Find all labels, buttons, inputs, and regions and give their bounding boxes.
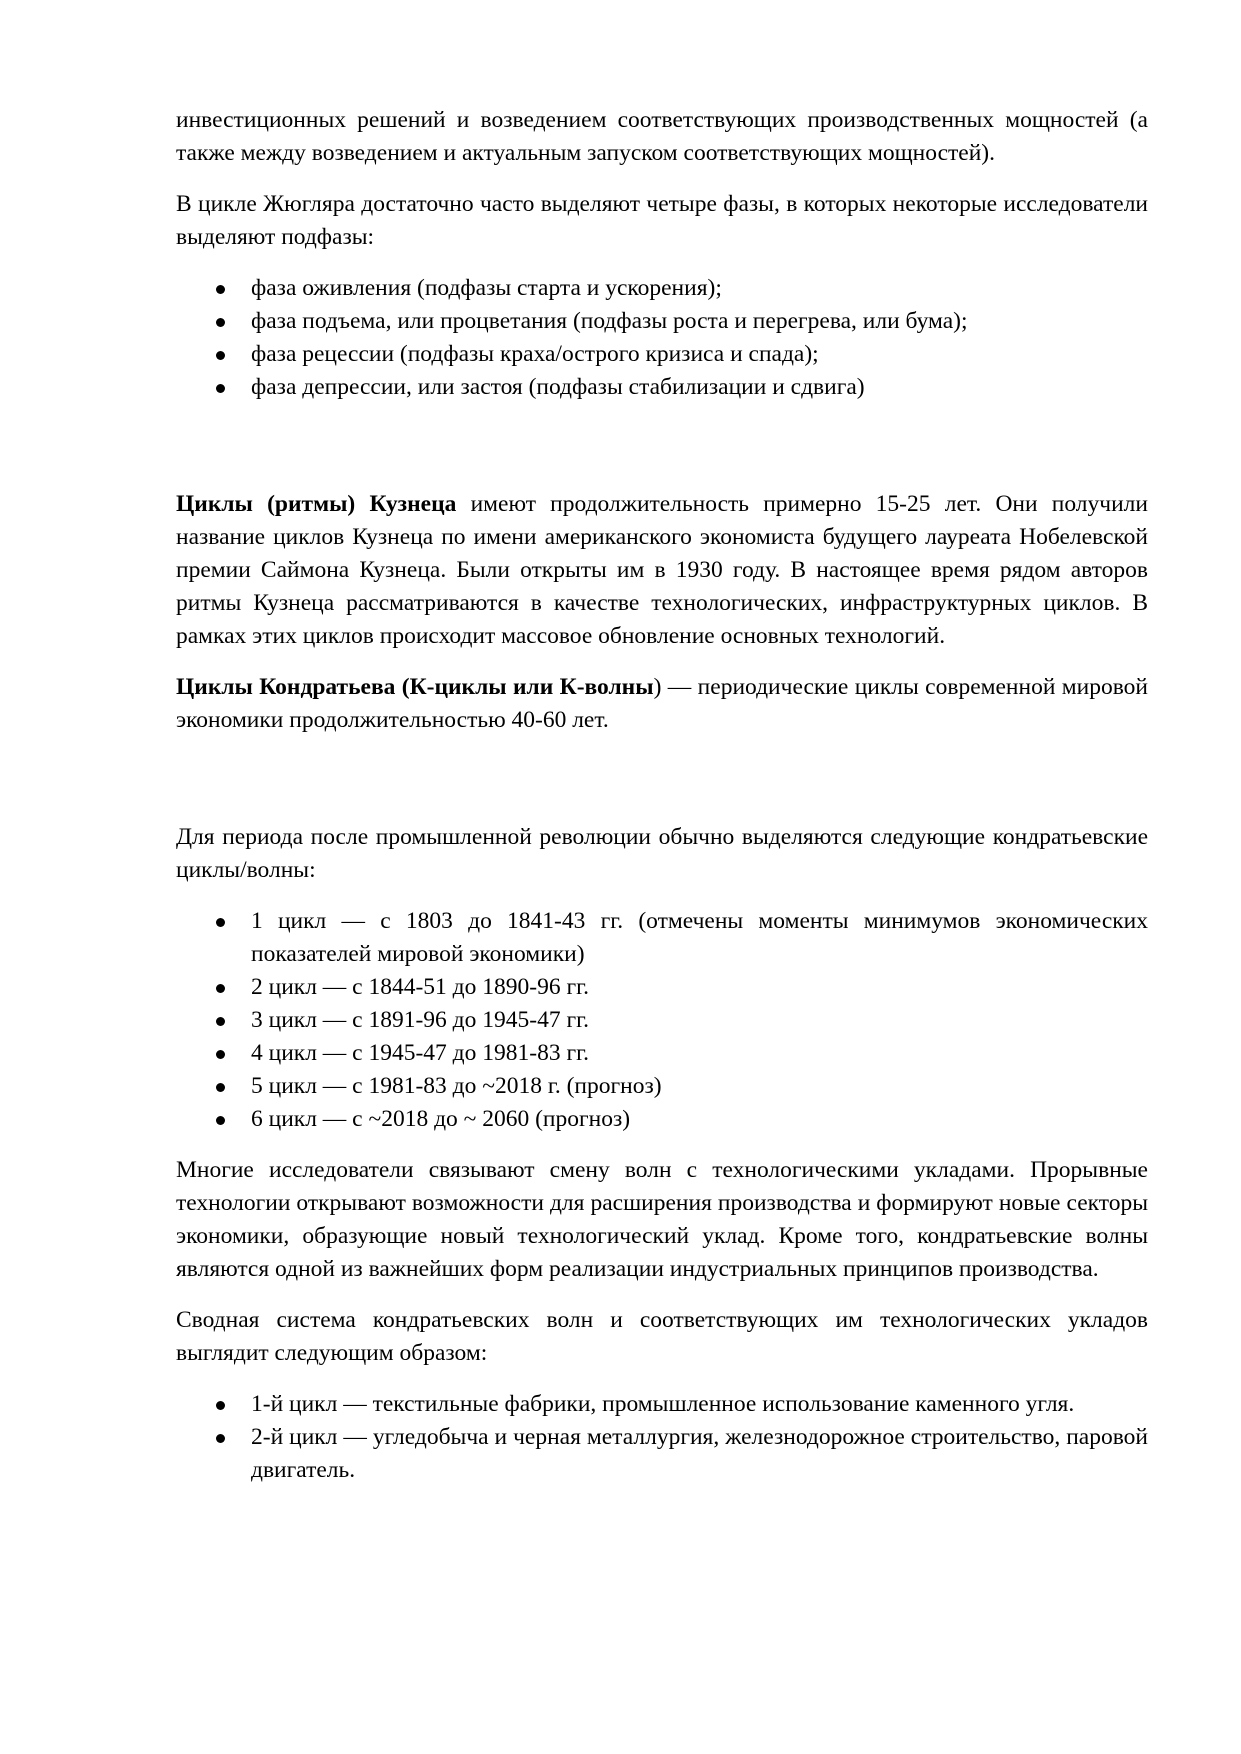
list-item-text: фаза депрессии, или застоя (подфазы стабилизации и сдвига) — [251, 374, 865, 400]
paragraph-investment: инвестиционных решений и возведением соответствующих производственных мощностей (а также между возведением и актуальным запуском соответствующих мощностей). — [176, 107, 1148, 166]
juglar-phase-list — [176, 272, 1148, 404]
paragraph-summary-intro: Сводная система кондратьевских волн и соответствующих им технологических укладов выглядит следующим образом: — [176, 1307, 1148, 1366]
list-item — [176, 272, 1148, 305]
list-item-text: фаза оживления (подфазы старта и ускорения); — [251, 275, 722, 301]
bullet-icon — [216, 984, 225, 993]
paragraph-kuznets — [176, 488, 1148, 653]
document-page — [176, 104, 1148, 1505]
bullet-icon — [216, 1017, 225, 1026]
bullet-icon — [216, 1050, 225, 1059]
list-item — [176, 338, 1148, 371]
kondratiev-cycle-list — [176, 905, 1148, 1136]
bullet-icon — [216, 918, 225, 927]
kuznets-term: Циклы (ритмы) Кузнеца — [176, 491, 457, 517]
bullet-icon — [216, 384, 225, 393]
list-item-text: 2 цикл — с 1844-51 до 1890-96 гг. — [251, 974, 589, 1000]
list-item-text: 3 цикл — с 1891-96 до 1945-47 гг. — [251, 1007, 589, 1033]
list-item-text: 2-й цикл — угледобыча и черная металлургия, железнодорожное строительство, паровой двигатель. — [251, 1424, 1148, 1483]
bullet-icon — [216, 318, 225, 327]
list-item-text: 1 цикл — с 1803 до 1841-43 гг. (отмечены моменты минимумов экономических показателей мировой экономики) — [251, 908, 1148, 967]
kondratiev-text: ) — периодические циклы современной мировой экономики продолжительностью 40-60 лет. — [176, 674, 1149, 733]
blank-space — [176, 422, 1148, 488]
list-item-text: 1-й цикл — текстильные фабрики, промышленное использование каменного угля. — [251, 1391, 1075, 1417]
paragraph-kondratiev — [176, 671, 1148, 737]
bullet-icon — [216, 351, 225, 360]
list-item-text: фаза подъема, или процветания (подфазы роста и перегрева, или бума); — [251, 308, 968, 334]
list-item — [176, 1004, 1148, 1037]
list-item — [176, 1103, 1148, 1136]
list-item-text: 6 цикл — с ~2018 до ~ 2060 (прогноз) — [251, 1106, 631, 1132]
list-item — [176, 305, 1148, 338]
list-item — [176, 1388, 1148, 1421]
list-item — [176, 971, 1148, 1004]
tech-structure-list — [176, 1388, 1148, 1487]
kondratiev-term: Циклы Кондратьева (К-циклы или К-волны — [176, 674, 654, 700]
list-item — [176, 1421, 1148, 1487]
list-item — [176, 1070, 1148, 1103]
list-item — [176, 905, 1148, 971]
kuznets-text: имеют продолжительность примерно 15-25 лет. Они получили название циклов Кузнеца по имени американского экономиста будущего лауреата Нобелевской премии Саймона Кузнеца. Были открыты им в 1930 году. В настоящее время рядом авторов ритмы Кузнеца рассматриваются в качестве технологических, инфраструктурных циклов. В рамках этих циклов происходит массовое обновление основных технологий. — [176, 491, 1148, 649]
bullet-icon — [216, 1116, 225, 1125]
list-item — [176, 1037, 1148, 1070]
list-item-text: 4 цикл — с 1945-47 до 1981-83 гг. — [251, 1040, 589, 1066]
list-item-text: фаза рецессии (подфазы краха/острого кризиса и спада); — [251, 341, 819, 367]
paragraph-tech-structures: Многие исследователи связывают смену волн с технологическими укладами. Прорывные технологии открывают возможности для расширения производства и формируют новые секторы экономики, образующие новый технологический уклад. Кроме того, кондратьевские волны являются одной из важнейших форм реализации индустриальных принципов производства. — [176, 1157, 1148, 1282]
list-item-text: 5 цикл — с 1981-83 до ~2018 г. (прогноз) — [251, 1073, 662, 1099]
bullet-icon — [216, 1434, 225, 1443]
bullet-icon — [216, 1083, 225, 1092]
blank-space — [176, 755, 1148, 821]
bullet-icon — [216, 1401, 225, 1410]
paragraph-periods-intro: Для периода после промышленной революции обычно выделяются следующие кондратьевские циклы/волны: — [176, 824, 1148, 883]
paragraph-juglar-intro: В цикле Жюгляра достаточно часто выделяют четыре фазы, в которых некоторые исследователи выделяют подфазы: — [176, 191, 1148, 250]
bullet-icon — [216, 285, 225, 294]
list-item — [176, 371, 1148, 404]
